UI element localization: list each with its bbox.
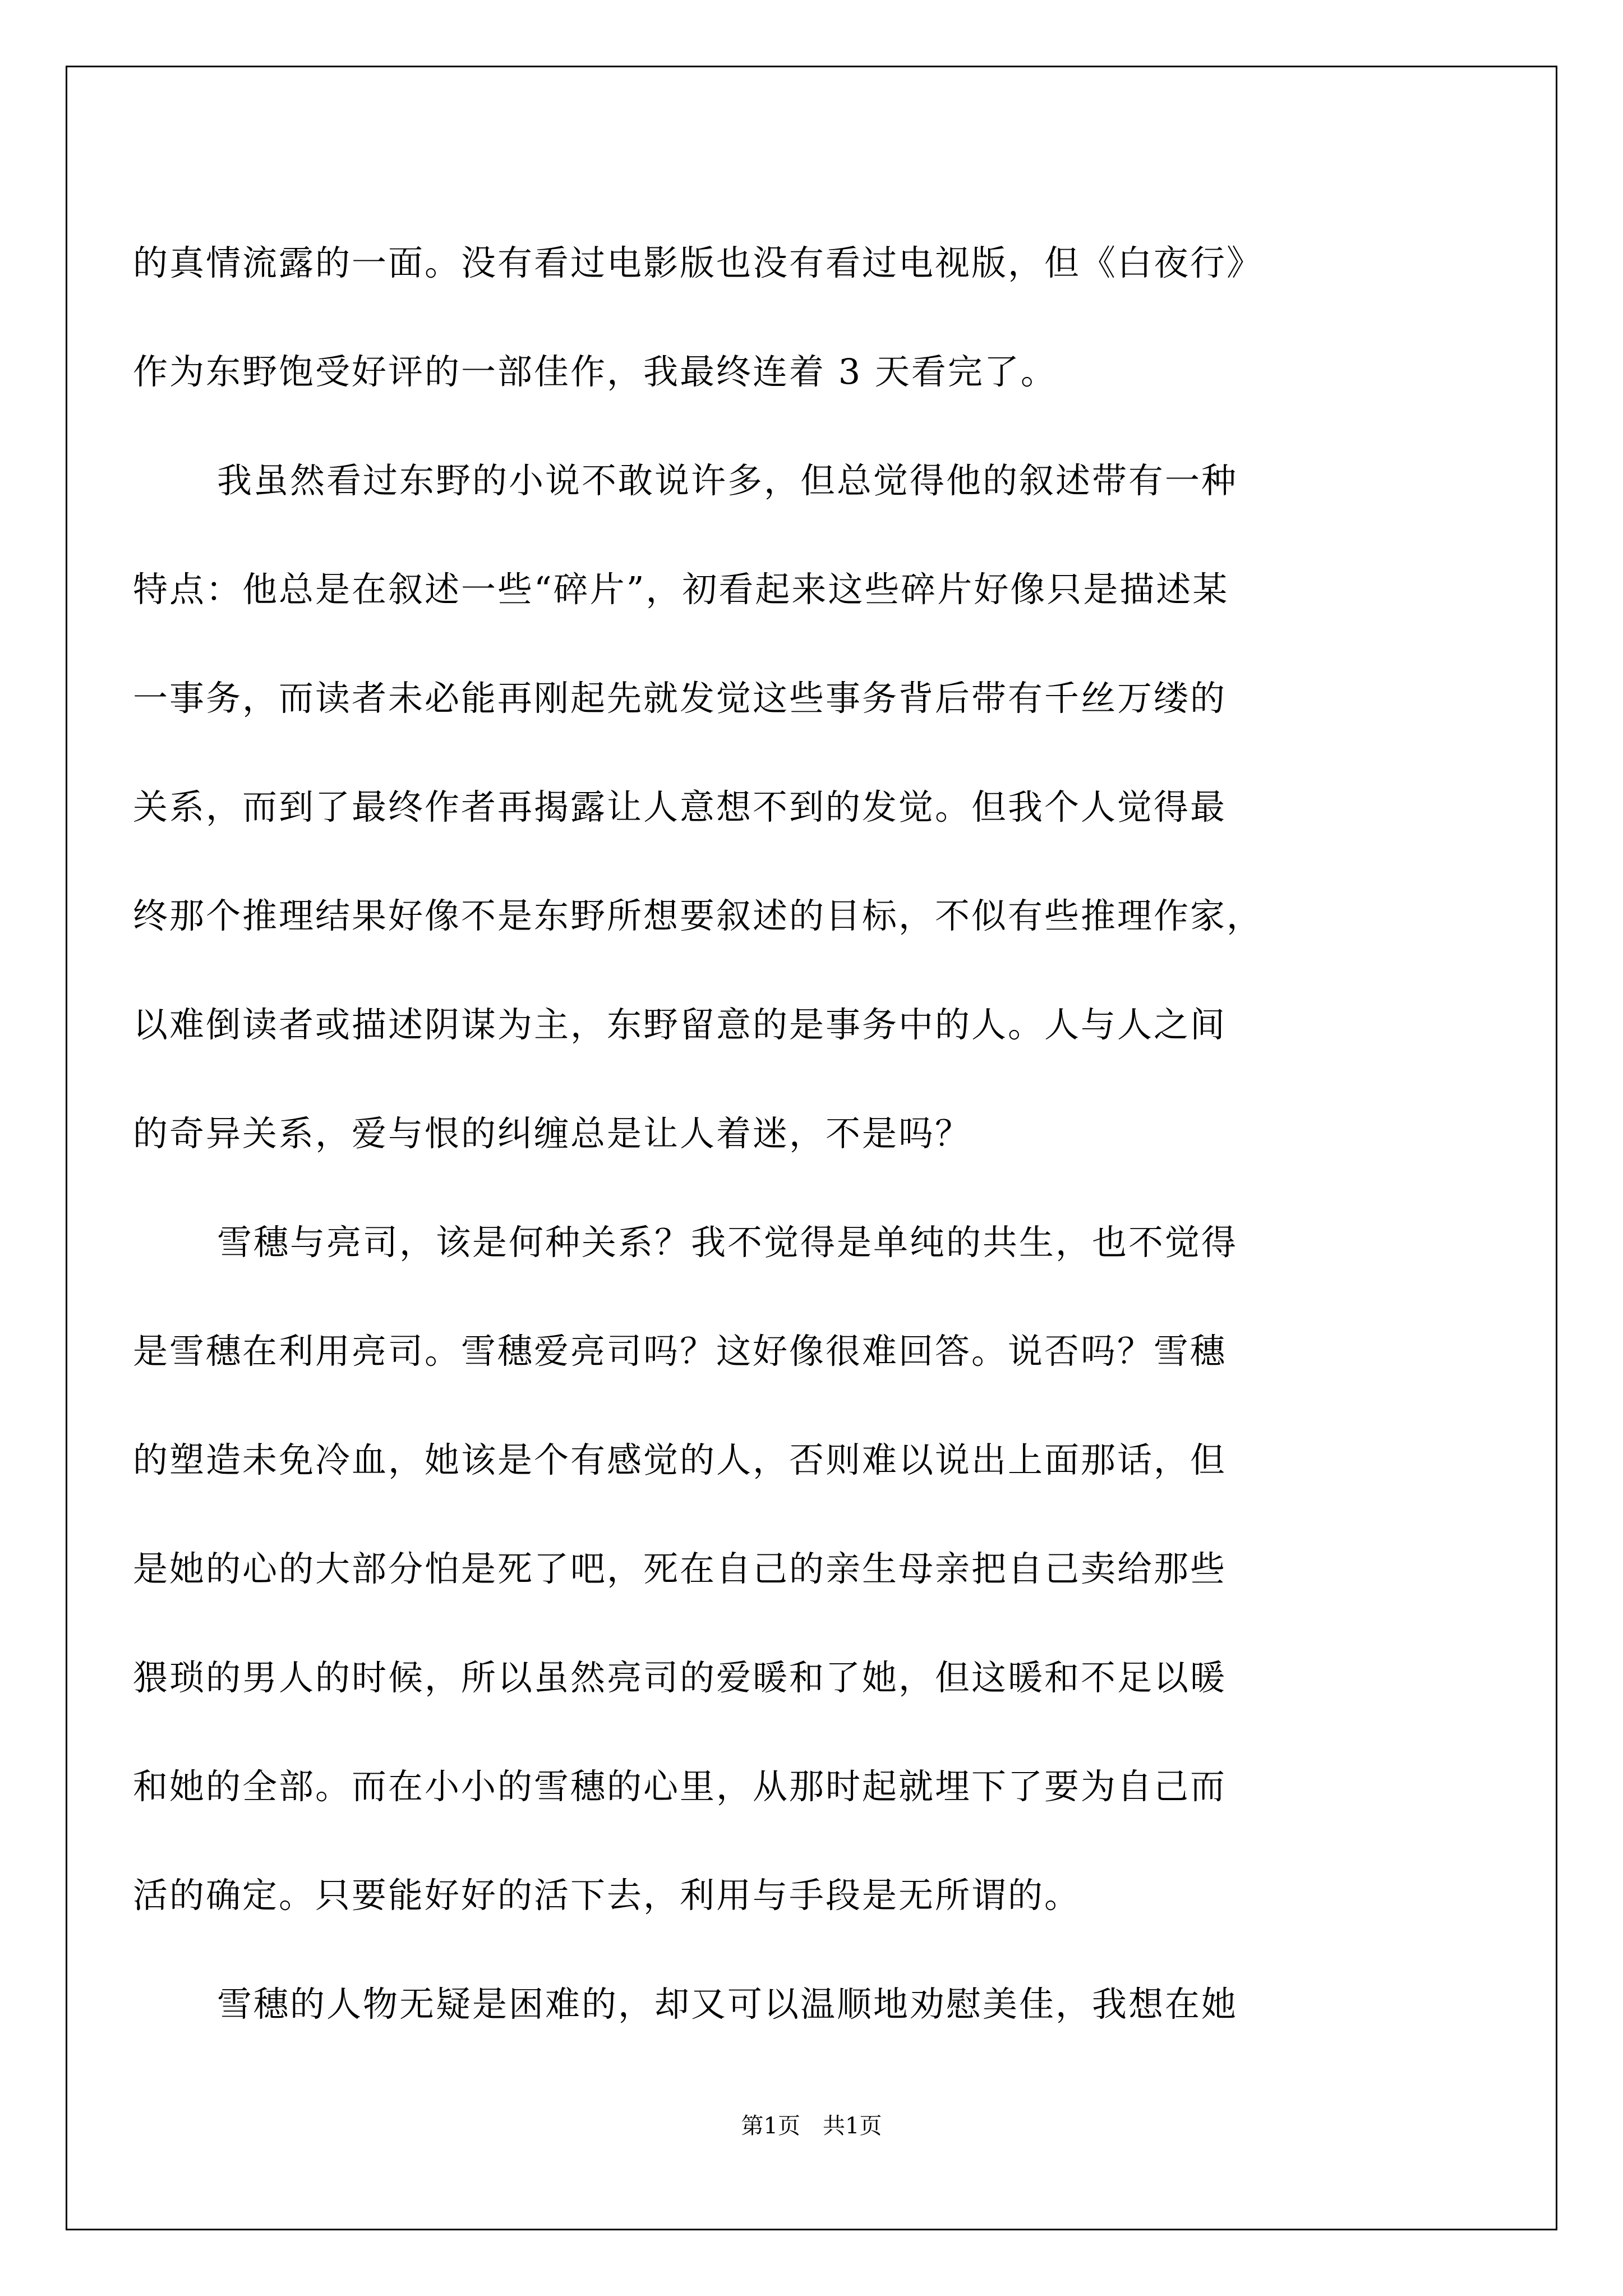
text-line: 活的确定。只要能好好的活下去，利用与手段是无所谓的。 [133,1875,1081,1916]
text-line: 的真情流露的一面。没有看过电影版也没有看过电视版，但《白夜行》 [133,242,1264,283]
text-line: 的奇异关系，爱与恨的纠缠总是让人着迷，不是吗？ [133,1113,972,1154]
text-line: 雪穗的人物无疑是困难的，却又可以温顺地劝慰美佳，我想在她 [217,1984,1238,2024]
document-body [133,209,1490,2059]
text-line: 终那个推理结果好像不是东野所想要叙述的目标，不似有些推理作家， [133,895,1264,936]
text-line: 的塑造未免冷血，她该是个有感觉的人，否则难以说出上面那话，但 [133,1439,1227,1480]
text-line: 雪穗与亮司，该是何种关系？我不觉得是单纯的共生，也不觉得 [217,1222,1238,1263]
text-line: 是雪穗在利用亮司。雪穗爱亮司吗？这好像很难回答。说否吗？雪穗 [133,1331,1227,1372]
text-line: 猥琐的男人的时候，所以虽然亮司的爱暖和了她，但这暖和不足以暖 [133,1657,1227,1698]
text-line: 作为东野饱受好评的一部佳作，我最终连着 3 天看完了。 [133,351,1057,392]
text-line: 一事务，而读者未必能再刚起先就发觉这些事务背后带有千丝万缕的 [133,678,1227,719]
text-line: 是她的心的大部分怕是死了吧，死在自己的亲生母亲把自己卖给那些 [133,1548,1227,1589]
text-line: 以难倒读者或描述阴谋为主，东野留意的是事务中的人。人与人之间 [133,1004,1227,1045]
text-line: 特点：他总是在叙述一些“碎片”，初看起来这些碎片好像只是描述某 [133,569,1229,610]
page-footer: 第1页 共1页 [741,2113,882,2139]
text-line: 关系，而到了最终作者再揭露让人意想不到的发觉。但我个人觉得最 [133,786,1227,827]
text-line: 我虽然看过东野的小说不敢说许多，但总觉得他的叙述带有一种 [217,460,1238,501]
text-line: 和她的全部。而在小小的雪穗的心里，从那时起就埋下了要为自己而 [133,1766,1227,1807]
